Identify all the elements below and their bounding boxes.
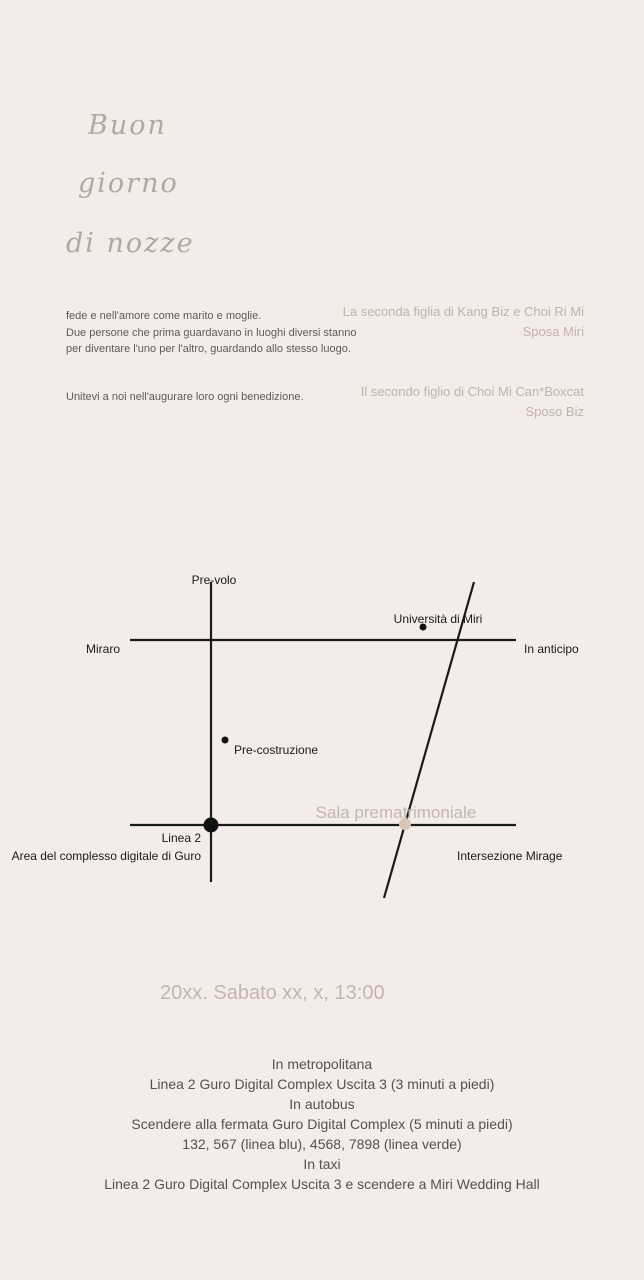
- precostruzione-marker: [222, 737, 229, 744]
- directions: [0, 1054, 644, 1194]
- title-line-2: giorno: [78, 168, 179, 199]
- bus-lines: 132, 567 (linea blu), 4568, 7898 (linea verde): [182, 1136, 462, 1152]
- message-line-2: Due persone che prima guardavano in luoghi diversi stanno: [66, 326, 357, 339]
- location-map: [0, 560, 644, 920]
- label-intersezione-mirage: Intersezione Mirage: [457, 849, 563, 863]
- blessing-text: Unitevi a noi nell'augurare loro ogni benedizione.: [66, 391, 304, 403]
- taxi-title: In taxi: [303, 1156, 341, 1172]
- taxi-detail: Linea 2 Guro Digital Complex Uscita 3 e scendere a Miri Wedding Hall: [104, 1176, 540, 1192]
- label-prevolo: Pre-volo: [191, 573, 237, 587]
- message-line-3: per diventare l'uno per l'altro, guardando allo stesso luogo.: [66, 343, 351, 355]
- bus-title: In autobus: [289, 1096, 355, 1112]
- message-line-1: fede e nell'amore come marito e moglie.: [66, 310, 262, 322]
- groom-parents: Il secondo figlio di Choi Mi Can*Boxcat: [360, 384, 584, 399]
- bride-parents: La seconda figlia di Kang Biz e Choi Ri Mi: [342, 304, 584, 319]
- label-area-guro: Area del complesso digitale di Guro: [11, 849, 201, 863]
- bride-name: Sposa Miri: [522, 324, 584, 339]
- label-precostruzione: Pre-costruzione: [234, 743, 319, 757]
- station-marker: [204, 818, 219, 833]
- metro-title: In metropolitana: [271, 1056, 373, 1072]
- title-line-3: di nozze: [66, 228, 195, 259]
- label-linea-2: Linea 2: [161, 831, 201, 845]
- bride-info: [343, 302, 584, 342]
- groom-name: Sposo Biz: [525, 404, 584, 419]
- groom-info: [361, 382, 584, 422]
- title-line-1: Buon: [88, 110, 167, 141]
- event-datetime: 20xx. Sabato xx, x, 13:00: [160, 982, 385, 1004]
- label-sala-prematrimoniale: Sala prematrimoniale: [315, 803, 477, 822]
- metro-detail: Linea 2 Guro Digital Complex Uscita 3 (3 minuti a piedi): [149, 1076, 495, 1092]
- label-miraro: Miraro: [86, 642, 121, 656]
- label-in-anticipo: In anticipo: [524, 642, 579, 656]
- bus-detail: Scendere alla fermata Guro Digital Complex (5 minuti a piedi): [131, 1116, 513, 1132]
- label-universita: Università di Miri: [393, 612, 483, 626]
- invitation-message: [66, 308, 356, 358]
